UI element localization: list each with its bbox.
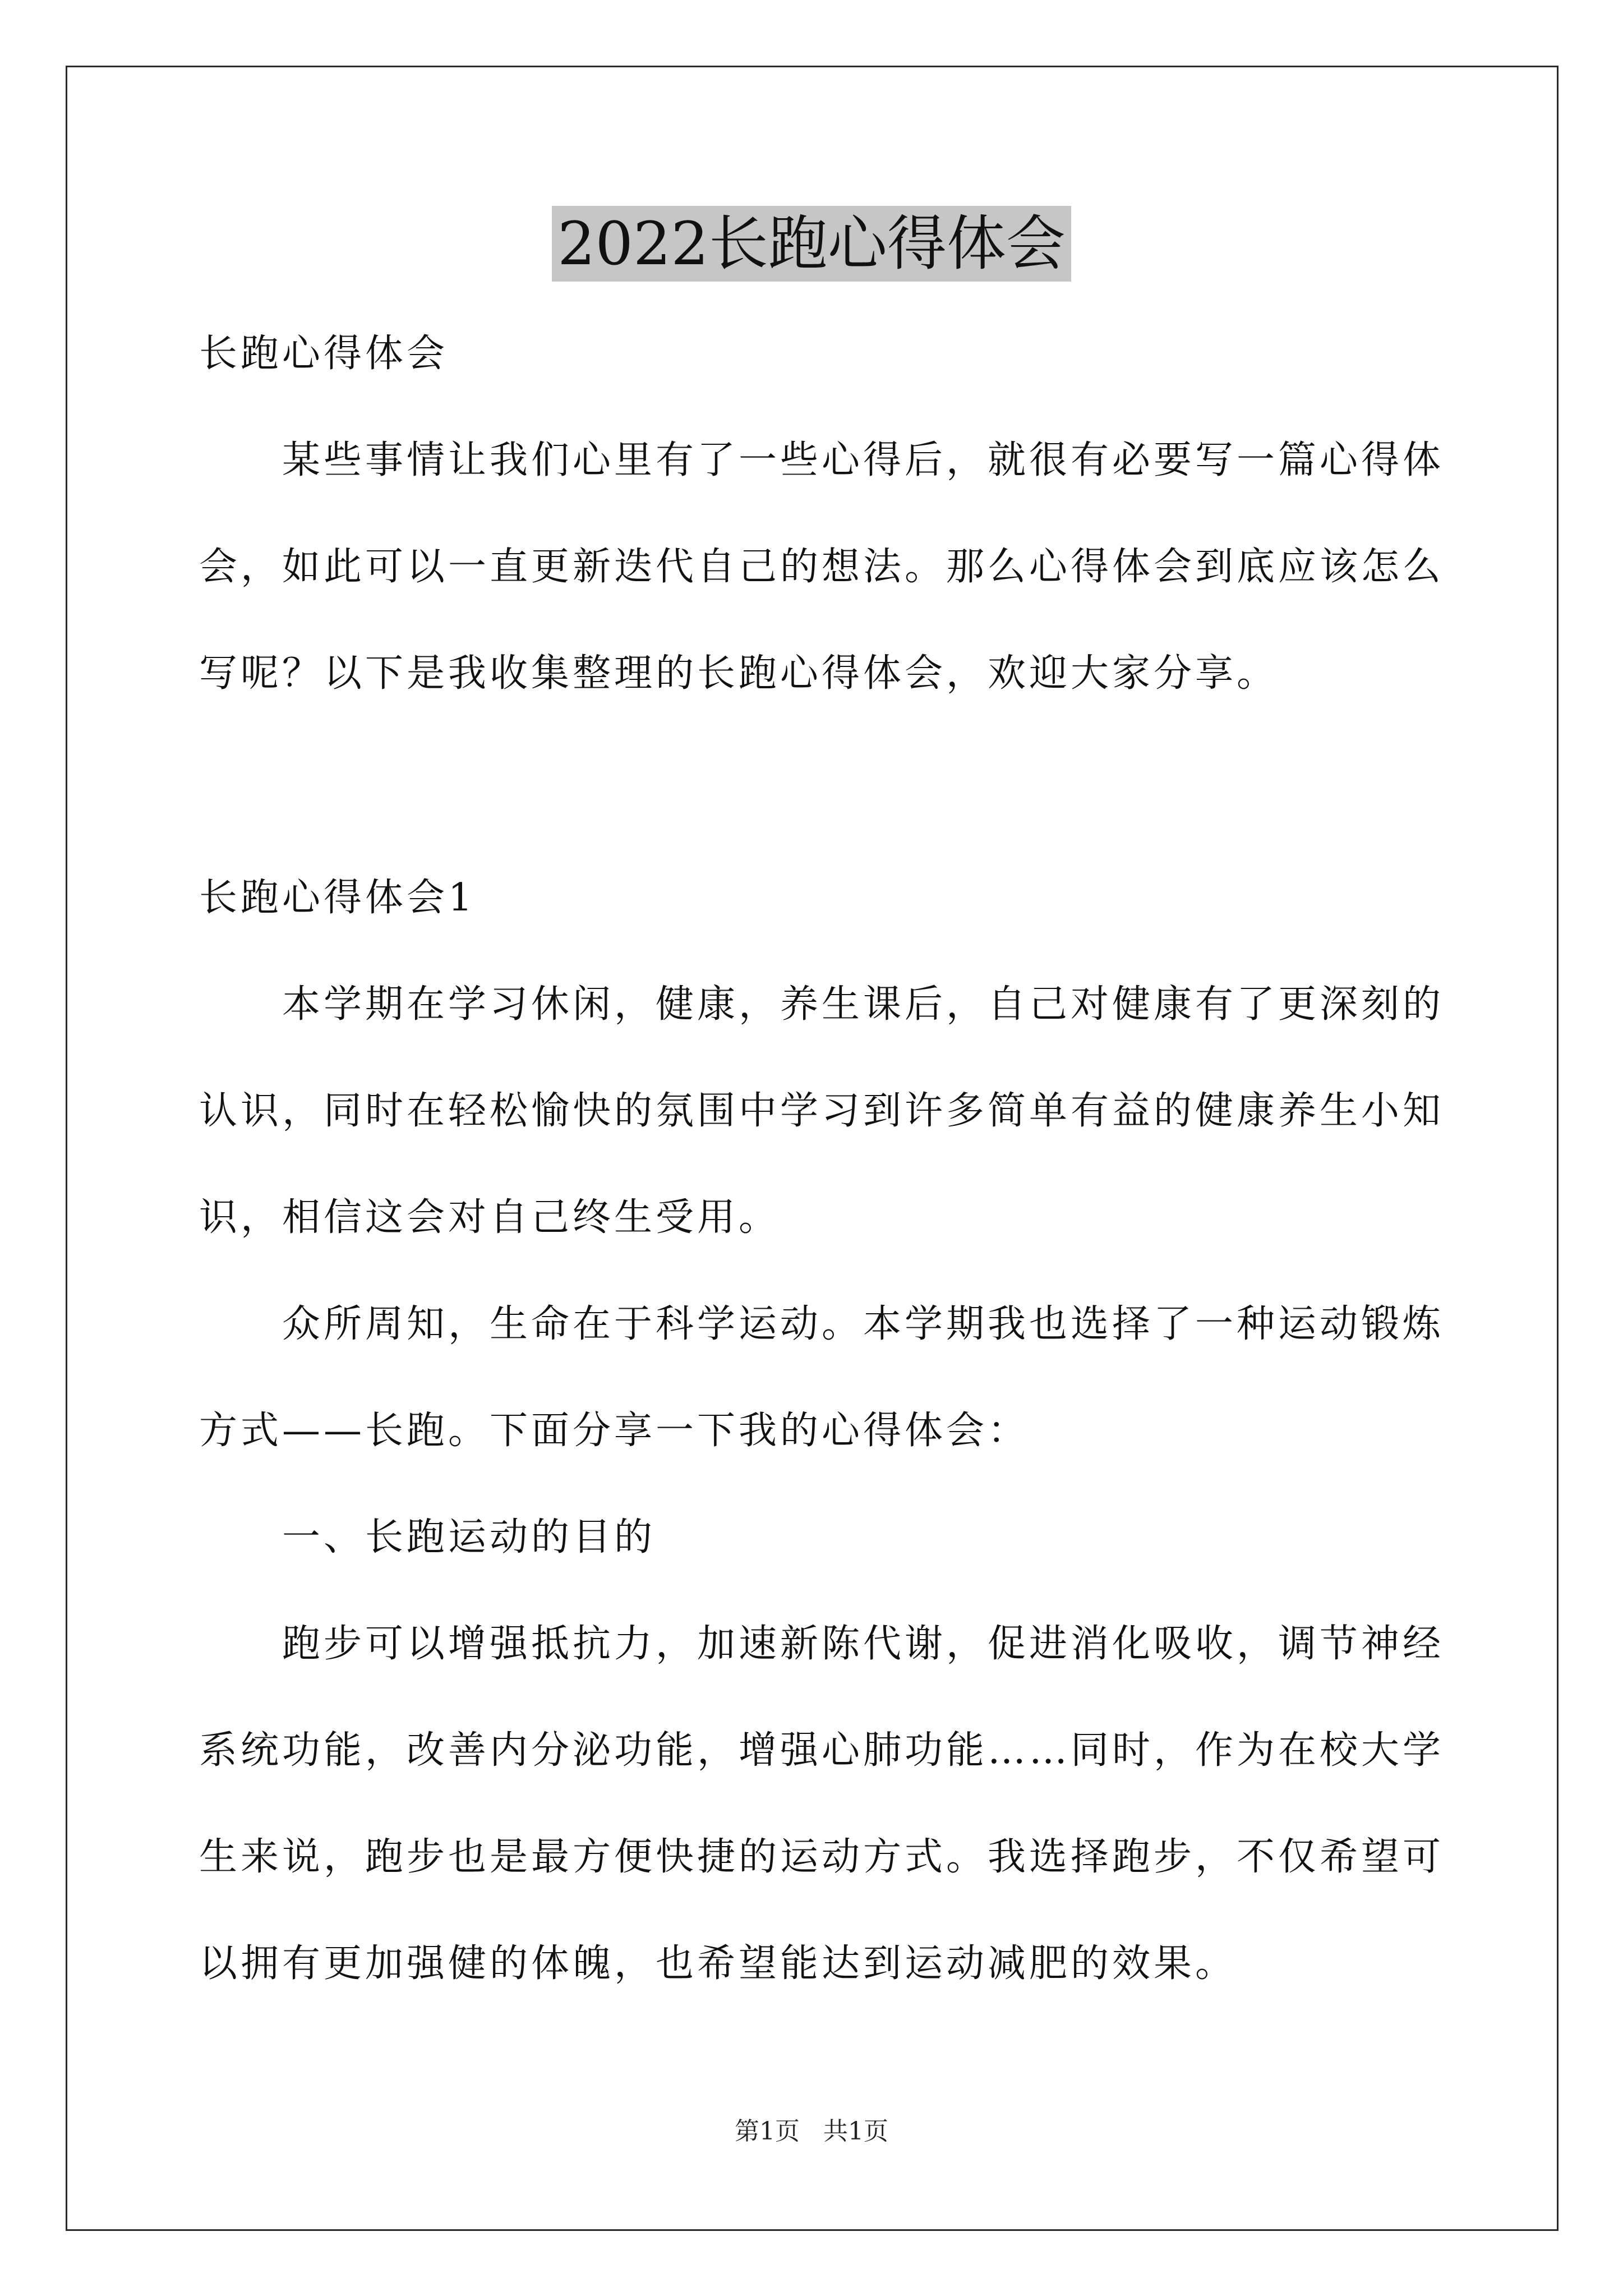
paragraph-line: 系统功能，改善内分泌功能，增强心肺功能……同时，作为在校大学 [199,1728,1445,1773]
page-number: 第1页 [735,2117,800,2146]
subheading: 一、长跑运动的目的 [282,1515,656,1559]
paragraph-line: 方式——长跑。下面分享一下我的心得体会： [199,1409,1030,1453]
intro-line: 某些事情让我们心里有了一些心得后，就很有必要写一篇心得体 [282,438,1445,482]
intro-line: 会，如此可以一直更新迭代自己的想法。那么心得体会到底应该怎么 [199,545,1445,589]
intro-heading: 长跑心得体会 [199,332,449,376]
section-heading: 长跑心得体会1 [199,876,476,920]
intro-line: 写呢？以下是我收集整理的长跑心得体会，欢迎大家分享。 [199,651,1279,696]
paragraph-line: 跑步可以增强抵抗力，加速新陈代谢，促进消化吸收，调节神经 [282,1622,1445,1666]
document-title [0,202,1623,286]
paragraph-line: 认识，同时在轻松愉快的氛围中学习到许多简单有益的健康养生小知 [199,1089,1445,1133]
paragraph-line: 众所周知，生命在于科学运动。本学期我也选择了一种运动锻炼 [282,1302,1445,1346]
page-footer [0,2115,1623,2148]
paragraph-line: 生来说，跑步也是最方便快捷的运动方式。我选择跑步，不仅希望可 [199,1835,1445,1879]
document-body [199,301,1445,2017]
paragraph-line: 识，相信这会对自己终生受用。 [199,1195,781,1240]
page-total: 共1页 [823,2117,888,2146]
paragraph-line: 本学期在学习休闲，健康，养生课后，自己对健康有了更深刻的 [282,982,1445,1027]
paragraph-line: 以拥有更加强健的体魄，也希望能达到运动减肥的效果。 [199,1941,1237,1986]
section-spacer [199,727,1424,845]
document-title-text: 2022长跑心得体会 [552,206,1071,282]
